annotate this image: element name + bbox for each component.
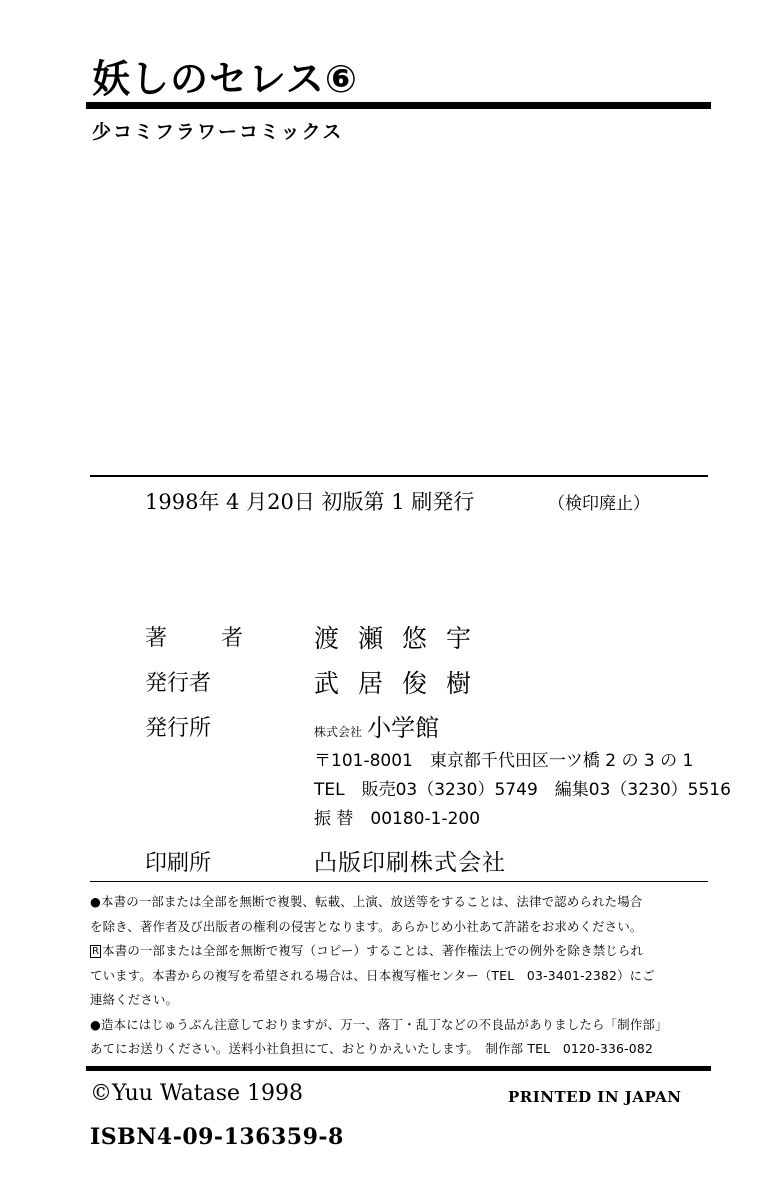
publisher-name: 小学館: [367, 714, 440, 742]
author-name: 渡瀬悠宇: [314, 624, 491, 653]
telephone-line: TEL 販売03（3230）5749 編集03（3230）5516: [314, 780, 731, 800]
notice-line: ●造本にはじゅうぶん注意しておりますが、万一、落丁・乱丁などの不良品がありましたら「制作部」: [90, 1016, 668, 1032]
copyright-notice: [90, 890, 712, 1062]
printer-name: 凸版印刷株式会社: [314, 850, 506, 876]
author-label: 著 者: [145, 626, 260, 651]
notice-line: R 本書の一部または全部を無断で複写（コピー）することは、著作権法上での例外を除き禁じられ: [92, 943, 644, 958]
transfer-account: 振 替 00180-1-200: [314, 809, 481, 829]
notice-line: ●本書の一部または全部を無断で複製、転載、上演、放送等をすることは、法律で認められた場合: [90, 894, 643, 909]
title-divider: [86, 102, 711, 109]
printed-in-japan: PRINTED IN JAPAN: [508, 1088, 682, 1106]
publisher-person-label: 発行者: [145, 671, 212, 696]
stamp-abolished-note: （検印廃止）: [548, 494, 650, 514]
notice-line: を除き、著作者及び出版者の権利の侵害となります。あらかじめ小社あて許諾をお求めください。: [90, 918, 643, 934]
copyright-line: ©Yuu Watase 1998: [90, 1081, 304, 1106]
publisher-company: [314, 708, 439, 743]
company-type-prefix: 株式会社: [314, 725, 363, 739]
book-title: 妖しのセレス⑥: [92, 57, 359, 101]
publisher-label: 発行所: [145, 716, 212, 741]
publication-date: 1998年 4 月20日 初版第 1 刷発行: [145, 490, 475, 514]
notice-line: 連絡ください。: [90, 992, 179, 1007]
footer-divider: [86, 1066, 711, 1071]
printer-label: 印刷所: [145, 851, 212, 876]
isbn: ISBN4-09-136359-8: [90, 1124, 344, 1150]
publisher-person-name: 武居俊樹: [314, 669, 491, 698]
notice-line: あてにお送りください。送料小社負担にて、おとりかえいたします。 制作部 TEL 0120-336-082: [90, 1041, 654, 1056]
series-name: 少コミフラワーコミックス: [92, 121, 344, 143]
notes-divider: [90, 881, 708, 882]
notice-line: ています。本書からの複写を希望される場合は、日本複写権センター（TEL 03-3401-2382）にご: [90, 967, 655, 983]
postal-address: 〒101-8001 東京都千代田区一ツ橋 2 の 3 の 1: [314, 751, 694, 771]
r-mark-icon: R: [92, 946, 100, 957]
colophon-top-divider: [90, 475, 708, 477]
